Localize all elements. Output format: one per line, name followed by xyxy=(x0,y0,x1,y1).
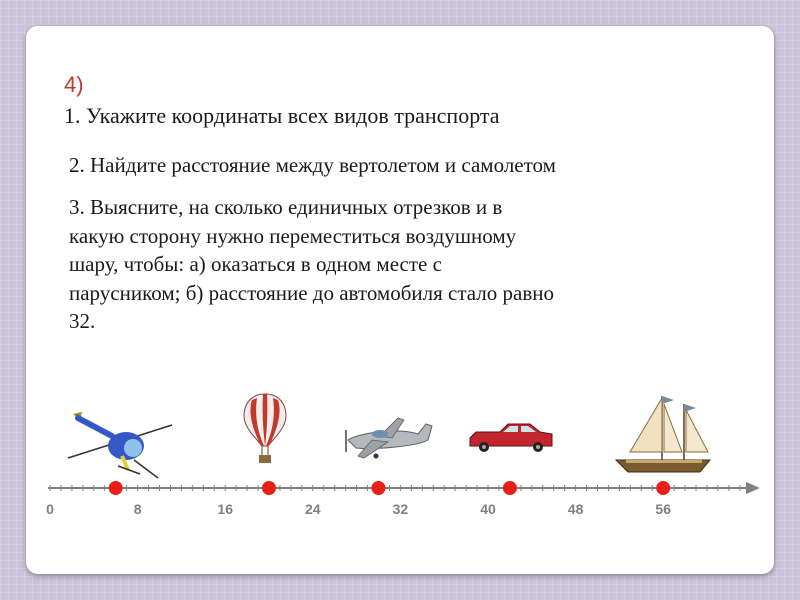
task-1: 1. Укажите координаты всех видов транспорта xyxy=(64,103,500,128)
task-3-line: шару, чтобы: а) оказаться в одном месте с xyxy=(69,252,442,276)
tick-label: 48 xyxy=(567,501,584,517)
tick-label: 24 xyxy=(305,501,321,517)
car-point xyxy=(503,481,517,495)
hot-air-balloon-point xyxy=(262,481,276,495)
axis-arrow-icon xyxy=(746,482,760,494)
hot-air-balloon-icon xyxy=(244,394,286,463)
car-icon xyxy=(470,424,552,452)
tick-label: 16 xyxy=(217,501,233,517)
sailboat-icon xyxy=(616,396,710,472)
task-2: 2. Найдите расстояние между вертолетом и самолетом xyxy=(69,153,556,177)
sailboat-point xyxy=(656,481,670,495)
tick-label: 40 xyxy=(480,501,496,517)
task-3-line: парусником; б) расстояние до автомобиля стало равно xyxy=(69,280,554,305)
tick-label: 56 xyxy=(655,501,671,517)
tick-label: 32 xyxy=(392,501,409,517)
tick-label: 0 xyxy=(46,501,54,517)
airplane-icon xyxy=(346,418,432,459)
helicopter-icon xyxy=(68,412,172,478)
tick-label: 8 xyxy=(133,501,142,517)
helicopter-point xyxy=(109,481,123,495)
task-3-line: 32. xyxy=(69,309,96,333)
task-3-line: какую сторону нужно переместиться воздушному xyxy=(69,223,517,248)
task-3-line: 3. Выясните, на сколько единичных отрезков и в xyxy=(69,195,503,219)
airplane-point xyxy=(372,481,386,495)
task-number: 4) xyxy=(64,72,84,97)
